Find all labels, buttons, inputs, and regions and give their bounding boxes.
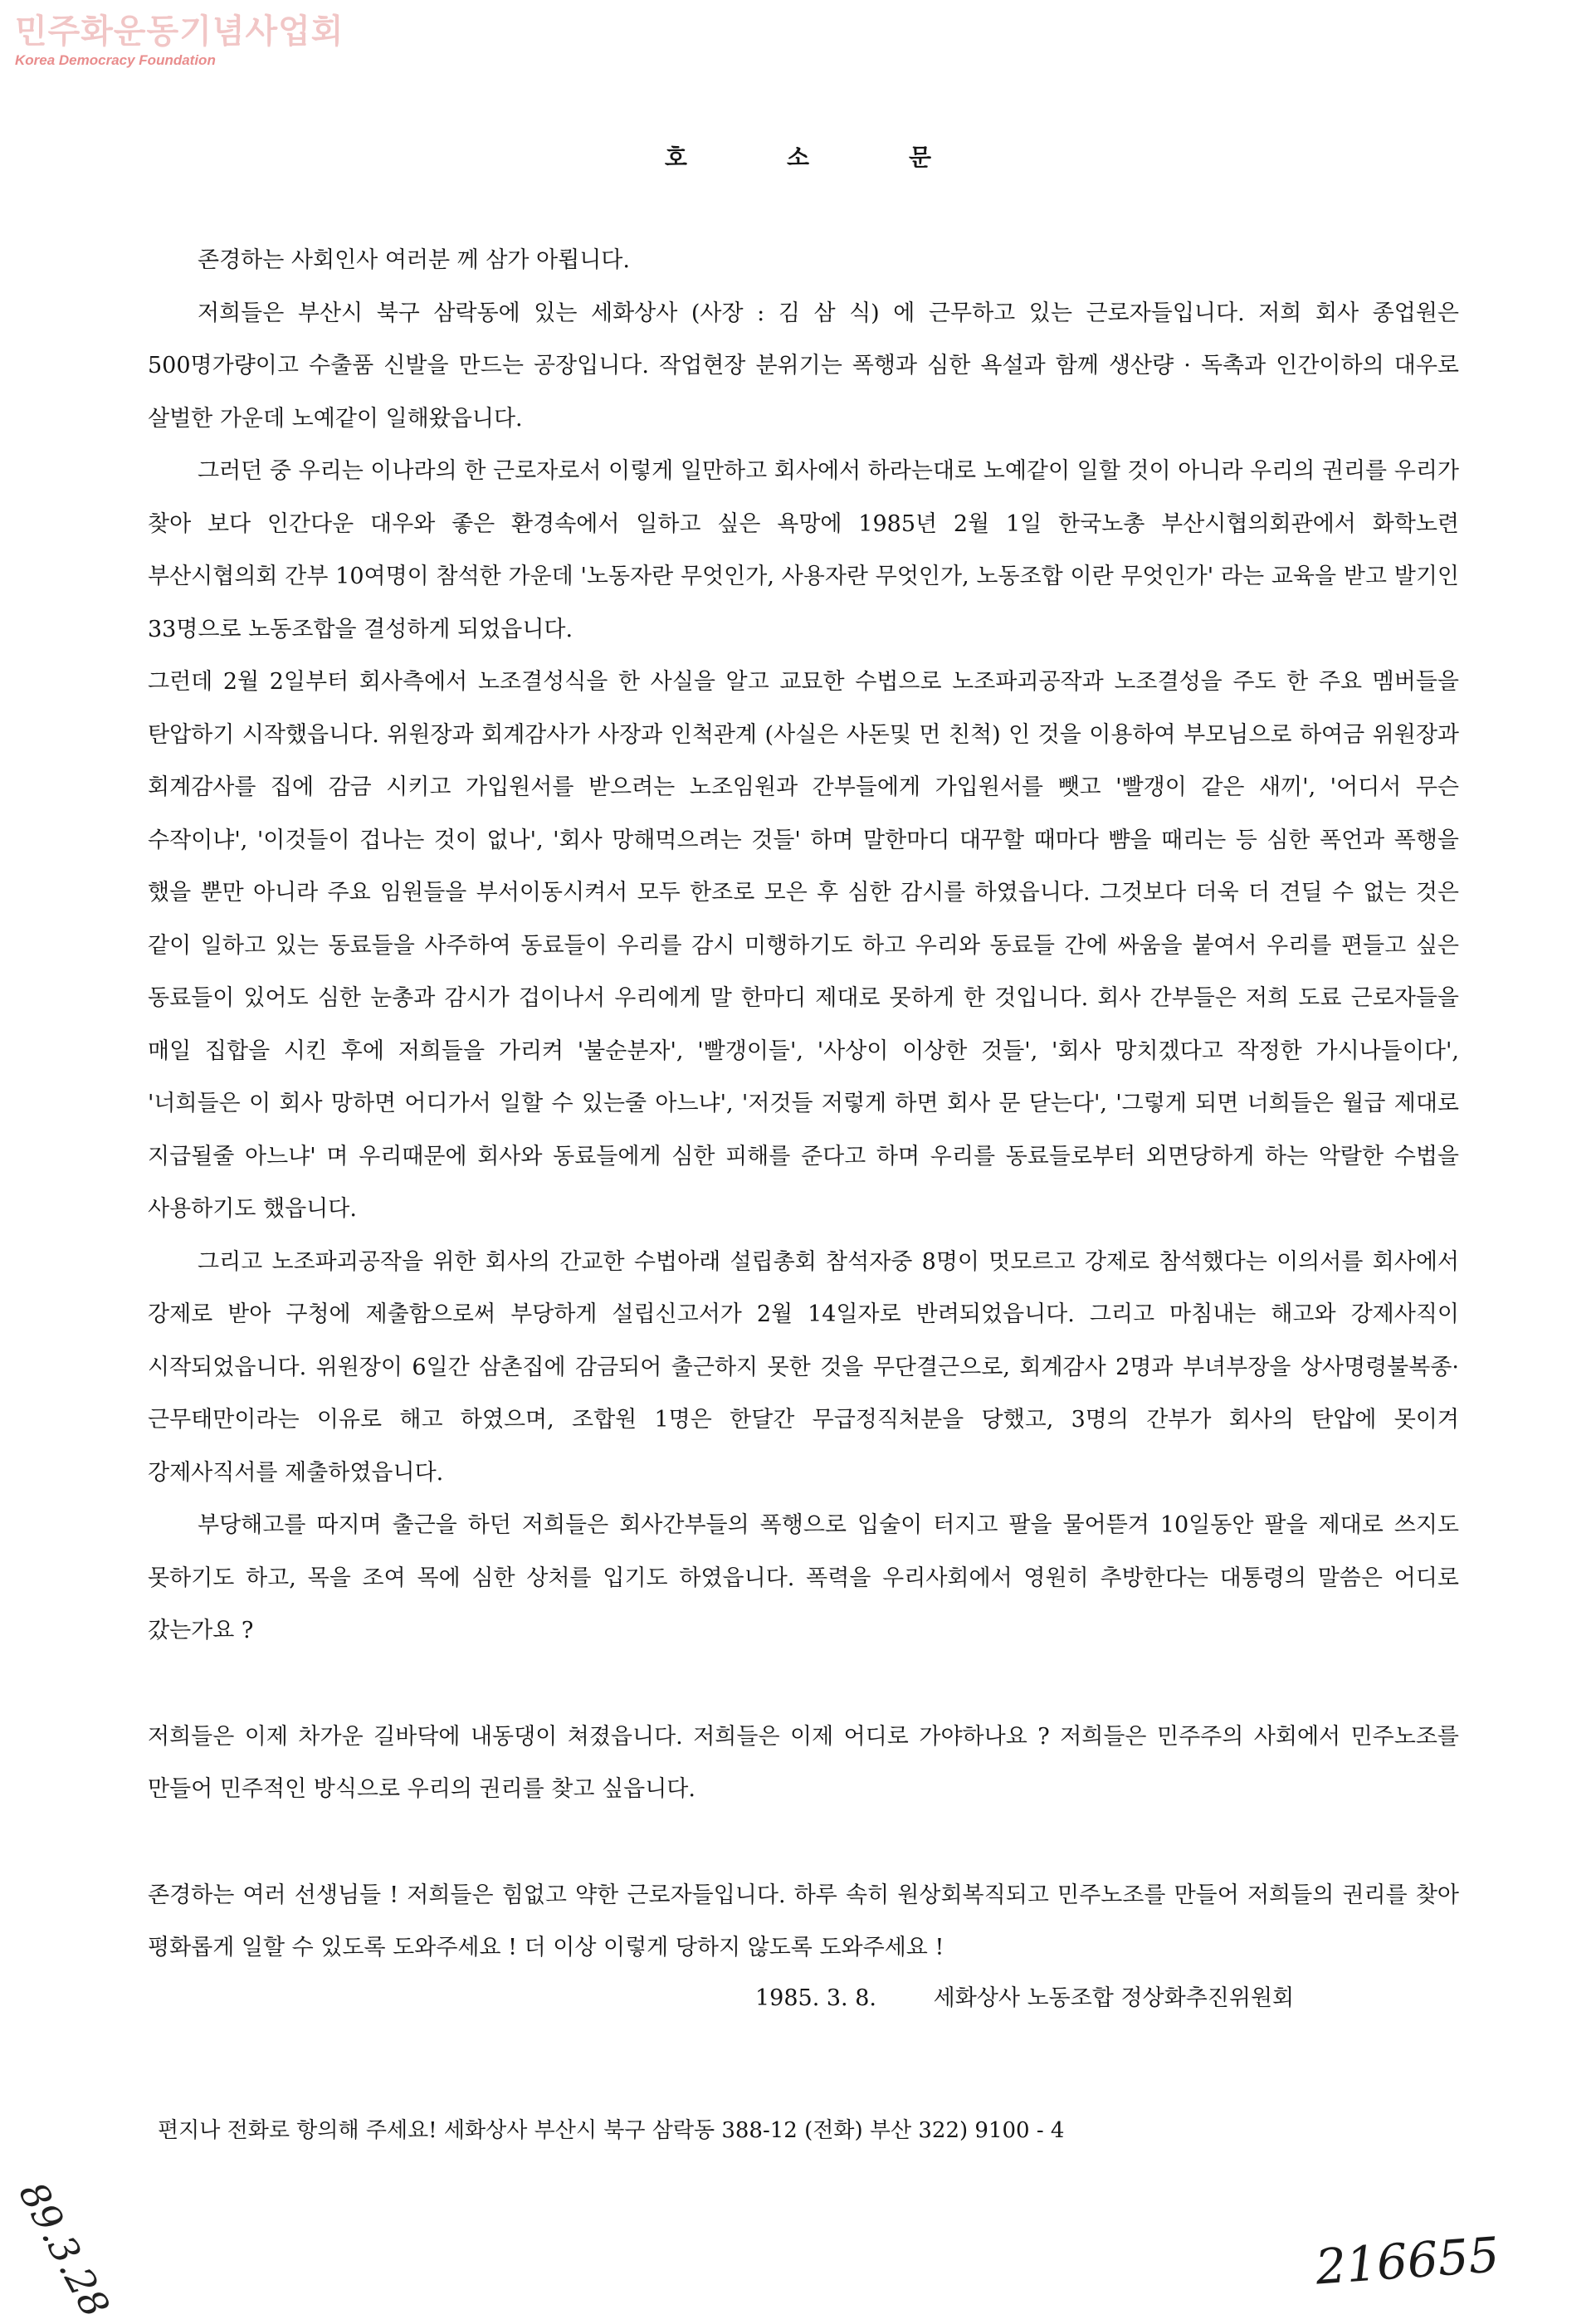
handwritten-number: 216655 [1313,2226,1501,2296]
paragraph-2: 그러던 중 우리는 이나라의 한 근로자로서 이렇게 일만하고 회사에서 하라는대로 노예같이 일할 것이 아니라 우리의 권리를 우리가 찾아 보다 인간다운 대우와 좋은 환경속에서 일하고 싶은 욕망에 1985년 2월 1일 한국노총 부산시협의회관에서 화학노련 부산시협의회 간부 10여명이 참석한 가운데 '노동자란 무엇인가, 사용자란 무엇인가, 노동조합 이란 무엇인가' 라는 교육을 받고 발기인 33명으로 노동조합을 결성하게 되었읍니다. [148,458,1459,642]
signature-organization: 세화상사 노동조합 정상화추진위원회 [933,1985,1295,2011]
handwritten-date: 89.3.28 [10,2175,119,2324]
document-title: 호소문 [664,144,1032,171]
watermark-english: Korea Democracy Foundation [15,52,216,68]
greeting: 존경하는 사회인사 여러분 께 삼가 아룁니다. [198,247,630,273]
paragraph-4: 그리고 노조파괴공작을 위한 회사의 간교한 수법아래 설립총회 참석자중 8명이 멋모르고 강제로 참석했다는 이의서를 회사에서 강제로 받아 구청에 제출함으로써 부당하게 설립신고서가 2월 14일자로 반려되었읍니다. 그리고 마침내는 해고와 강제사직이 시작되었읍니다. 위원장이 6일간 삼촌집에 감금되어 출근하지 못한 것을 무단결근으로, 회계감사 2명과 부녀부장을 상사명령불복종·근무태만이라는 이유로 해고 하였으며, 조합원 1명은 한달간 무급정직처분을 당했고, 3명의 간부가 회사의 탄압에 못이겨 강제사직서를 제출하였읍니다. [148,1248,1459,1486]
watermark-korean: 민주화운동기념사업회 [15,12,344,51]
watermark-logo [15,12,344,70]
appeal-paragraph: 존경하는 여러 선생님들 ! 저희들은 힘없고 약한 근로자들입니다. 하루 속히 원상회복직되고 민주노조를 만들어 저희들의 권리를 찾아 평화롭게 일할 수 있도록 도와주세요 ! 더 이상 이렇게 당하지 않도록 도와주세요 ! [148,1882,1459,1960]
paragraph-5: 부당해고를 따지며 출근을 하던 저희들은 회사간부들의 폭행으로 입술이 터지고 팔을 물어뜯겨 10일동안 팔을 제대로 쓰지도 못하기도 하고, 목을 조여 목에 심한 상처를 입기도 하였읍니다. 폭력을 우리사회에서 영원히 추방한다는 대통령의 말씀은 어디로 갔는가요 ? [148,1512,1459,1643]
closing-paragraph: 저희들은 이제 차가운 길바닥에 내동댕이 쳐졌읍니다. 저희들은 이제 어디로 가야하나요 ? 저희들은 민주주의 사회에서 민주노조를 만들어 민주적인 방식으로 우리의 권리를 찾고 싶읍니다. [148,1723,1459,1802]
contact-footer: 편지나 전화로 항의해 주세요! 세화상사 부산시 북구 삼락동 388-12 (전화) 부산 322) 9100 - 4 [158,2118,1065,2143]
document-body [148,234,1459,1975]
signature-date: 1985. 3. 8. [755,1985,876,2011]
paragraph-1: 저희들은 부산시 북구 삼락동에 있는 세화상사 (사장 : 김 삼 식) 에 근무하고 있는 근로자들입니다. 저희 회사 종업원은 500명가량이고 수출품 신발을 만드는 공장입니다. 작업현장 분위기는 폭행과 심한 욕설과 함께 생산량 · 독촉과 인간이하의 대우로 살벌한 가운데 노예같이 일해왔읍니다. [148,300,1459,432]
spacer [148,1658,1459,1711]
spacer [148,1816,1459,1869]
paragraph-3: 그런데 2월 2일부터 회사측에서 노조결성식을 한 사실을 알고 교묘한 수법으로 노조파괴공작과 노조결성을 주도 한 주요 멤버들을 탄압하기 시작했읍니다. 위원장과 회계감사가 사장과 인척관계 (사실은 사돈및 먼 친척) 인 것을 이용하여 부모님으로 하여금 위원장과 회계감사를 집에 감금 시키고 가입원서를 받으려는 노조임원과 간부들에게 가입원서를 뺏고 '빨갱이 같은 새끼', '어디서 무슨 수작이냐', '이것들이 겁나는 것이 없나', '회사 망해먹으려는 것들' 하며 말한마디 대꾸할 때마다 뺨을 때리는 등 심한 폭언과 폭행을 했을 뿐만 아니라 주요 임원들을 부서이동시켜서 모두 한조로 모은 후 심한 감시를 하였읍니다. 그것보다 더욱 더 견딜 수 없는 것은 같이 일하고 있는 동료들을 사주하여 동료들이 우리를 감시 미행하기도 하고 우리와 동료들 간에 싸움을 붙여서 우리를 편들고 싶은 동료들이 있어도 심한 눈총과 감시가 겁이나서 우리에게 말 한마디 제대로 못하게 한 것입니다. 회사 간부들은 저희 도료 근로자들을 매일 집합을 시킨 후에 저희들을 가리켜 '불순분자', '빨갱이들', '사상이 이상한 것들', '회사 망치겠다고 작정한 가시나들이다', '너희들은 이 회사 망하면 어디가서 일할 수 있는줄 아느냐', '저것들 저렇게 하면 회사 문 닫는다', '그렇게 되면 너희들은 월급 제대로 지급될줄 아느냐' 며 우리때문에 회사와 동료들에게 심한 피해를 준다고 하며 우리를 동료들로부터 외면당하게 하는 악랄한 수법을 사용하기도 했읍니다. [148,669,1460,1222]
signature-line [755,1980,1294,2012]
